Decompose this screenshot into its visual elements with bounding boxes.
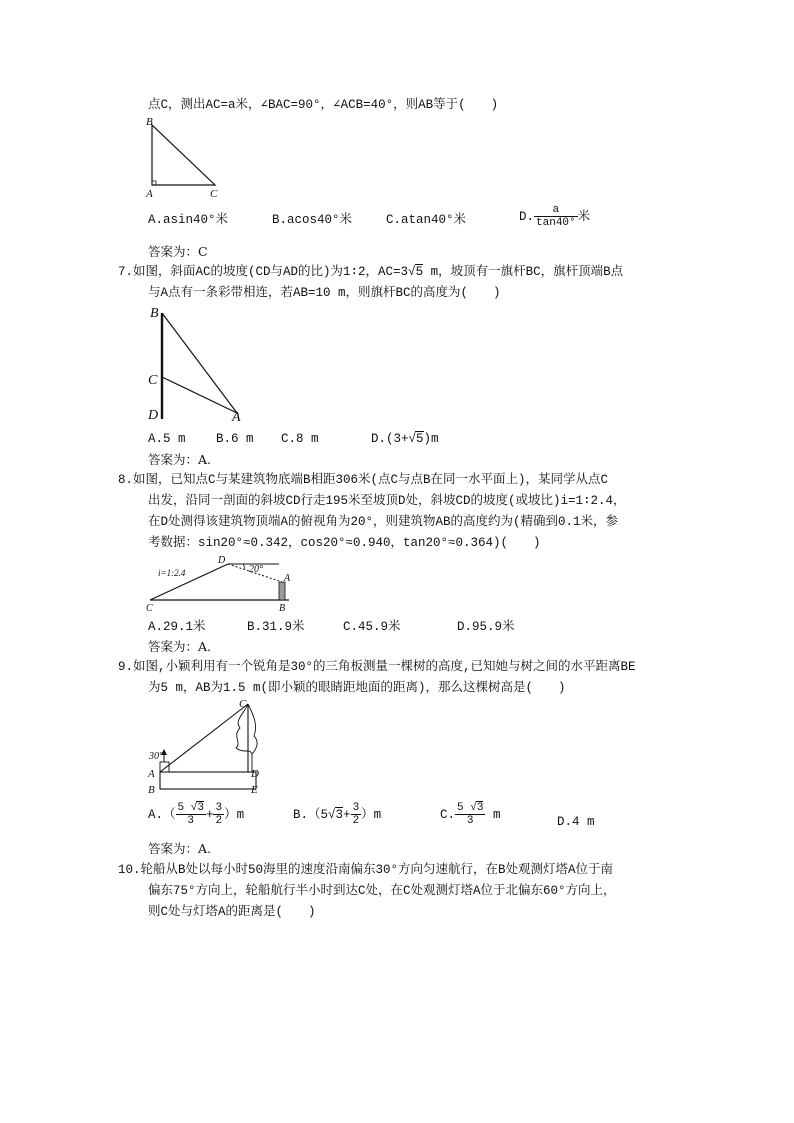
q9-option-b-fraction xyxy=(351,802,362,827)
q6-option-d-fraction xyxy=(534,204,578,229)
q9-option-a-numerator-2: 3 xyxy=(215,802,223,814)
q9-answer: 答案为：A. xyxy=(148,841,212,856)
q9-label-b: B xyxy=(148,784,155,796)
q9-option-d: D.4 m xyxy=(557,815,595,829)
q7-option-d-radicand: 5 xyxy=(416,432,424,446)
q7-option-d xyxy=(371,431,439,447)
q9-option-a-fraction-1 xyxy=(176,802,206,827)
q8-stem-line-3: 在D处测得该建筑物顶端A的俯视角为20°，则建筑物AB的高度约为(精确到0.1米，参 xyxy=(148,515,619,529)
q9-label-d: D xyxy=(251,768,259,780)
q7-answer: 答案为：A. xyxy=(148,452,212,467)
q8-label-b: B xyxy=(279,603,286,614)
q9-label-a: A xyxy=(148,768,155,780)
q7-stem-line-1 xyxy=(118,264,623,280)
q7-stem-part-a: 7.如图，斜面AC的坡度(CD与AD的比)为1∶2，AC=3 xyxy=(118,265,409,279)
q9-label-c: C xyxy=(239,698,247,710)
q8-label-d: D xyxy=(218,555,226,566)
q8-angle-arc xyxy=(243,564,244,569)
q9-option-b-prefix: B.（5 xyxy=(293,807,329,822)
q9-option-b-suffix: ）m xyxy=(361,807,382,822)
q6-label-b: B xyxy=(146,116,153,128)
q6-triangle xyxy=(152,125,215,185)
q6-right-angle-mark xyxy=(152,181,156,185)
q10-stem-line-3: 则C处与灯塔A的距离是( ) xyxy=(148,905,316,919)
q7-sqrt-radicand: 5 xyxy=(415,265,424,279)
q9-option-a xyxy=(148,802,244,827)
q9-option-b xyxy=(293,802,381,827)
q6-option-d-numerator: a xyxy=(534,204,578,217)
q7-option-c: C.8 m xyxy=(281,432,319,446)
q7-option-b: B.6 m xyxy=(216,432,254,446)
q6-option-d-denominator: tan40° xyxy=(536,217,576,229)
q9-option-a-fraction-2 xyxy=(213,802,224,827)
q8-stem-line-1: 8.如图，已知点C与某建筑物底端B相距306米(点C与点B在同一水平面上)，某同学从点C xyxy=(118,473,609,487)
q6-label-c: C xyxy=(210,188,218,200)
q7-option-a: A.5 m xyxy=(148,432,186,446)
q6-figure xyxy=(140,114,230,202)
q8-slope-label: i=1:2.4 xyxy=(158,568,186,578)
q7-label-a: A xyxy=(232,410,241,425)
q9-figure xyxy=(140,692,280,800)
q6-option-b: B.acos40°米 xyxy=(272,213,353,227)
q7-option-d-suffix: )m xyxy=(423,432,439,446)
q9-option-a-suffix: ）m xyxy=(224,807,245,822)
q8-figure xyxy=(140,554,310,616)
q8-answer: 答案为：A. xyxy=(148,639,212,654)
q9-label-e: E xyxy=(251,784,258,796)
q9-option-a-prefix: A.（ xyxy=(148,807,176,822)
q8-stem-line-4: 考数据：sin20°≈0.342，cos20°≈0.940，tan20°≈0.364)( ) xyxy=(148,536,541,550)
q10-stem-line-1: 10.轮船从B处以每小时50海里的速度沿南偏东30°方向匀速航行，在B处观测灯塔A位于南 xyxy=(118,863,614,877)
q7-slope-ac xyxy=(162,377,237,413)
q8-angle-label: 20° xyxy=(249,564,263,575)
q8-label-a: A xyxy=(284,573,291,584)
q9-option-a-numerator-1: 5 √3 xyxy=(177,802,204,814)
q8-option-c: C.45.9米 xyxy=(343,620,401,634)
q7-option-d-prefix: D.(3+ xyxy=(371,432,409,446)
q9-option-c-coef: 5 xyxy=(457,802,464,814)
q6-answer: 答案为：C xyxy=(148,244,208,259)
q7-label-d: D xyxy=(148,408,159,423)
q9-option-b-radicand: 3 xyxy=(335,807,344,822)
q9-option-b-denominator: 2 xyxy=(352,815,360,827)
q10-stem-line-2: 偏东75°方向上，轮船航行半小时到达C处，在C处观测灯塔A位于北偏东60°方向上， xyxy=(148,884,616,898)
q9-stem-line-2: 为5 m，AB为1.5 m(即小颖的眼睛距地面的距离)，那么这棵树高是( ) xyxy=(148,681,566,695)
q9-option-c-numerator: 5 √3 xyxy=(457,802,484,814)
q6-stem-line: 点C，测出AC=a米，∠BAC=90°，∠ACB=40°，则AB等于( ) xyxy=(148,98,499,112)
q6-option-c: C.atan40°米 xyxy=(386,213,467,227)
q7-sqrt-sign: √ xyxy=(408,265,416,279)
q9-tree-outline xyxy=(236,704,257,772)
q8-option-d: D.95.9米 xyxy=(457,620,515,634)
q9-option-c xyxy=(440,802,500,827)
q9-option-a-radicand: 3 xyxy=(197,802,204,814)
q9-option-a-coef: 5 xyxy=(177,802,185,814)
q8-option-a: A.29.1米 xyxy=(148,620,206,634)
q9-option-a-denominator-1: 3 xyxy=(187,815,195,827)
q9-option-c-denominator: 3 xyxy=(466,815,474,827)
q8-option-b: B.31.9米 xyxy=(247,620,305,634)
q7-option-d-sqrt-sign: √ xyxy=(408,432,417,446)
q7-figure xyxy=(142,304,252,426)
q6-option-a: A.asin40°米 xyxy=(148,213,229,227)
q9-sight-line-ac xyxy=(160,704,248,772)
q9-option-b-sqrt-sign: √ xyxy=(328,807,336,822)
q9-option-c-fraction xyxy=(455,802,485,827)
q8-stem-line-2: 出发，沿同一剖面的斜坡CD行走195米至坡顶D处，斜坡CD的坡度(或坡比)i=1∶2.4， xyxy=(148,494,626,508)
q6-option-d xyxy=(519,204,590,229)
q9-option-c-prefix: C. xyxy=(440,807,456,822)
q9-ground-rect xyxy=(160,772,256,789)
q6-option-d-prefix: D. xyxy=(519,209,535,224)
q7-label-b: B xyxy=(150,306,159,321)
q9-option-a-plus: + xyxy=(205,807,214,822)
q9-option-b-numerator: 3 xyxy=(352,802,360,814)
q6-label-a: A xyxy=(146,188,153,200)
q9-stem-line-1: 9.如图,小颖利用有一个锐角是30°的三角板测量一棵树的高度,已知她与树之间的水平距离BE xyxy=(118,660,636,674)
q9-option-c-radicand: 3 xyxy=(476,802,484,814)
q8-building-ab xyxy=(279,582,285,600)
q9-option-c-unit: m xyxy=(492,807,501,822)
q7-ribbon-ab xyxy=(162,313,237,413)
q9-option-a-denominator-2: 2 xyxy=(215,815,223,827)
q7-stem-line-2: 与A点有一条彩带相连，若AB=10 m，则旗杆BC的高度为( ) xyxy=(148,286,501,300)
q9-option-b-plus: + xyxy=(343,807,351,822)
q8-label-c: C xyxy=(146,603,153,614)
q7-label-c: C xyxy=(148,373,158,388)
q6-option-d-unit: 米 xyxy=(577,209,591,224)
q7-stem-part-b: m，坡顶有一旗杆BC，旗杆顶端B点 xyxy=(423,265,624,279)
q9-angle-label: 30° xyxy=(149,751,163,762)
